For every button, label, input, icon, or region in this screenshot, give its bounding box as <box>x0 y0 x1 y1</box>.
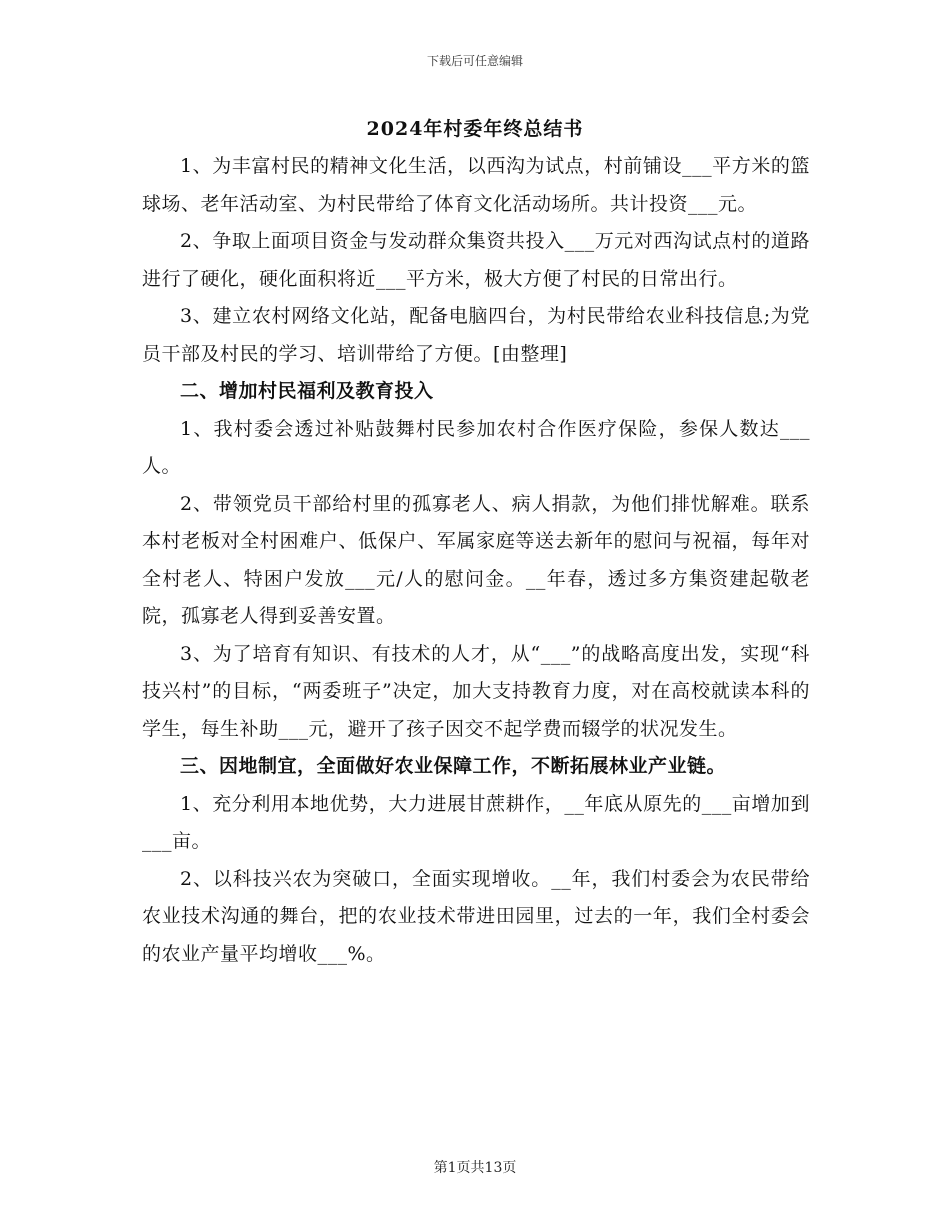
page-header: 下载后可任意编辑 <box>426 54 523 68</box>
section-heading-2: 二、增加村民福利及教育投入 <box>180 380 434 402</box>
section-heading-3: 三、因地制宜，全面做好农业保障工作，不断拓展林业产业链。 <box>180 755 727 777</box>
paragraph-5: 2、带领党员干部给村里的孤寡老人、病人捐款，为他们排忧解难。联系本村老板对全村困难户、低保户、军属家庭等送去新年的慰问与祝福，每年对全村老人、特困户发放___元/人的慰问金。__年春，透过多方集资建起敬老院，孤寡老人得到妥善安置。 <box>142 492 810 627</box>
paragraph-1: 1、为丰富村民的精神文化生活，以西沟为试点，村前铺设___平方米的篮球场、老年活动室、为村民带给了体育文化活动场所。共计投资___元。 <box>142 155 810 215</box>
paragraph-8: 2、以科技兴农为突破口，全面实现增收。__年，我们村委会为农民带给农业技术沟通的舞台，把的农业技术带进田园里，过去的一年，我们全村委会的农业产量平均增收___%。 <box>142 867 810 965</box>
paragraph-7: 1、充分利用本地优势，大力进展甘蔗耕作，__年底从原先的___亩增加到___亩。 <box>142 792 810 852</box>
document-body <box>142 148 810 973</box>
paragraph-3: 3、建立农村网络文化站，配备电脑四台，为村民带给农业科技信息;为党员干部及村民的学习、培训带给了方便。[由整理] <box>142 305 810 365</box>
document-title: 2024年村委年终总结书 <box>366 118 584 140</box>
paragraph-4: 1、我村委会透过补贴鼓舞村民参加农村合作医疗保险，参保人数达___人。 <box>142 417 810 477</box>
page-footer: 第1页共13页 <box>433 1160 517 1176</box>
paragraph-2: 2、争取上面项目资金与发动群众集资共投入___万元对西沟试点村的道路进行了硬化，硬化面积将近___平方米，极大方便了村民的日常出行。 <box>142 230 810 290</box>
paragraph-6: 3、为了培育有知识、有技术的人才，从“___”的战略高度出发，实现“科技兴村”的目标，“两委班子”决定，加大支持教育力度，对在高校就读本科的学生，每生补助___元，避开了孩子因交不起学费而辍学的状况发生。 <box>142 642 810 740</box>
